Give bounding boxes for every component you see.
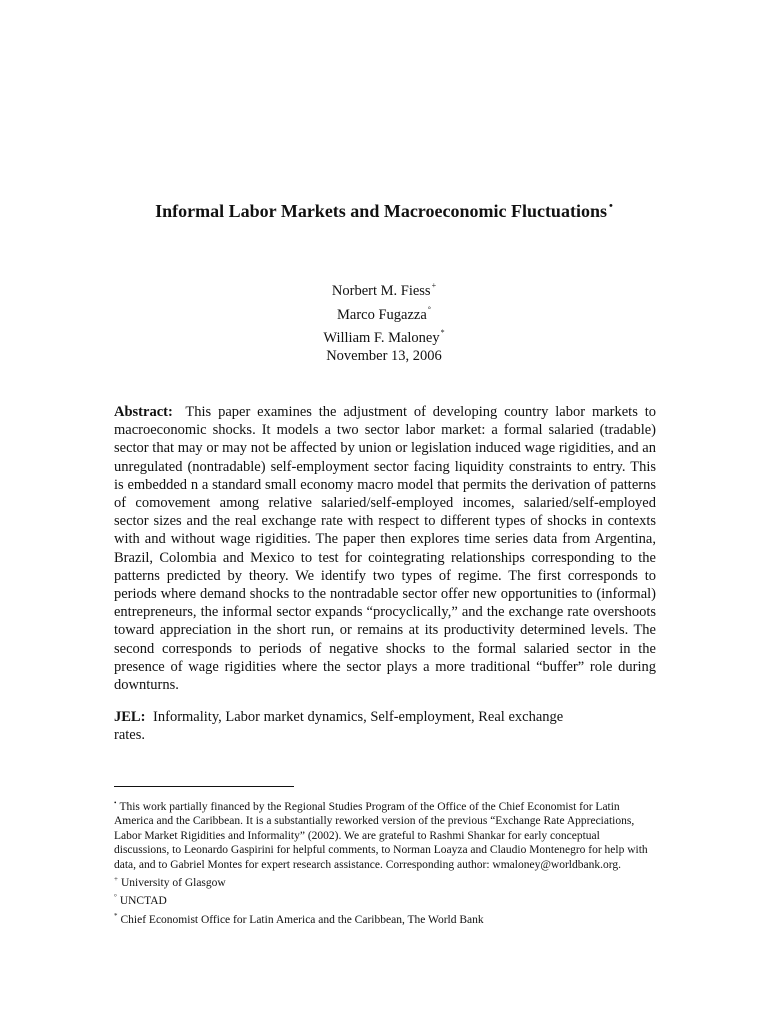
- abstract-text: This paper examines the adjustment of developing country labor markets to macroeconomic shocks. It models a two sector labor market: a formal salaried (tradable) sector that may or may not be affected by union or legislation induced wage rigidities, and an unregulated (nontradable) self-employment sector facing liquidity constraints to entry. This is embedded n a standard small economy macro model that permits the derivation of patterns of comovement among relative salaried/self-employed incomes, salaried/self-employed sector sizes and the real exchange rate with respect to different types of shocks in contexts with and without wage rigidities. The paper then explores time series data from Argentina, Brazil, Colombia and Mexico to test for cointegrating relationships corresponding to the patterns predicted by theory. We identify two types of regime. The first corresponds to periods where demand shocks to the nontradable sector offer new opportunities to (informal) entrepreneurs, the informal sector expands “procyclically,” and the exchange rate overshoots toward appreciation in the short run, or remains at its productivity determined levels. The second corresponds to periods of negative shocks to the formal salaried sector in the presence of wage rigidities where the sector plays a more traditional “buffer” role during downturns.: [114, 404, 656, 694]
- footnote-mark: °: [114, 893, 117, 902]
- jel-keywords: [114, 708, 594, 744]
- footnote-mark: +: [114, 875, 118, 884]
- author-name: Marco Fugazza: [337, 306, 427, 323]
- footnote-text: University of Glasgow: [120, 877, 226, 890]
- author-name: Norbert M. Fiess: [331, 283, 431, 299]
- author-block: [0, 274, 768, 368]
- paper-title: [0, 200, 768, 222]
- footnote: [114, 909, 654, 927]
- abstract: [114, 403, 656, 694]
- abstract-label: Abstract:: [114, 404, 173, 420]
- jel-label: JEL:: [114, 709, 146, 725]
- footnote: [114, 890, 654, 908]
- title-footnote-mark: •: [608, 200, 613, 212]
- footnote-text: Chief Economist Office for Latin America and the Caribbean, The World Bank: [120, 913, 484, 926]
- paper-date: November 13, 2006: [326, 347, 442, 364]
- jel-text: Informality, Labor market dynamics, Self-employment, Real exchange rates.: [114, 709, 564, 744]
- paper-title-text: Informal Labor Markets and Macroeconomic Fluctuations: [155, 201, 607, 221]
- author-affiliation-mark: +: [431, 281, 437, 290]
- footnote-text: UNCTAD: [119, 895, 167, 908]
- author-name: William F. Maloney: [323, 330, 440, 346]
- author-line: [0, 274, 768, 298]
- footnote: [114, 872, 654, 890]
- footnote-text: This work partially financed by the Regional Studies Program of the Office of the Chief Economist for Latin America and the Caribbean. It is a substantially reworked version of the previous “Exchange Rate Appreciations, Labor Market Rigidities and Informality” (2002). We are grateful to Rashmi Shankar for early conceptual discussions, to Leonardo Gaspirini for helpful comments, to Norman Loayza and Claudio Montenegro for help with data, and to Gabriel Montes for expert research assistance. Corresponding author: wmaloney@worldbank.org.: [114, 801, 648, 871]
- footnote-mark: *: [114, 911, 118, 920]
- footnote: [114, 796, 654, 872]
- footnotes: [114, 796, 654, 927]
- author-affiliation-mark: °: [427, 304, 431, 314]
- author-line: [0, 321, 768, 345]
- author-affiliation-mark: *: [440, 328, 445, 337]
- author-line: [0, 298, 768, 322]
- footnote-divider: [114, 786, 294, 787]
- footnote-mark: •: [114, 799, 117, 807]
